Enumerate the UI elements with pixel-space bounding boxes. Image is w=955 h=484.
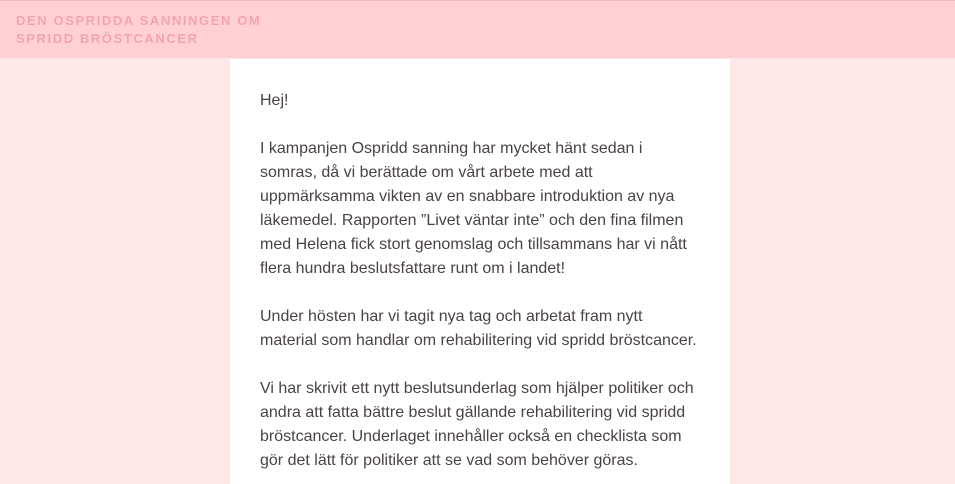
email-header — [0, 0, 955, 58]
email-body — [230, 59, 730, 484]
paragraph-decision-basis: Vi har skrivit ett nytt beslutsunderlag som hjälper politiker och andra att fatta bättre beslut gällande rehabilitering vid spridd bröstcancer. Underlaget innehåller också en checklista som gör det lätt för politiker att se vad som behöver göras. — [260, 380, 694, 469]
greeting: Hej! — [260, 92, 289, 109]
campaign-title-line-1: DEN OSPRIDDA SANNINGEN OM — [16, 13, 262, 28]
campaign-title-line-2: SPRIDD BRÖSTCANCER — [16, 31, 199, 46]
campaign-title — [16, 12, 316, 48]
paragraph-campaign-update: I kampanjen Ospridd sanning har mycket hänt sedan i somras, då vi berättade om vårt arbete med att uppmärksamma vikten av en snabbare introduktion av nya läkemedel. Rapporten ”Livet väntar inte” och den fina filmen med Helena fick stort genomslag och tillsammans har vi nått flera hundra beslutsfattare runt om i landet! — [260, 140, 687, 277]
paragraph-autumn-work: Under hösten har vi tagit nya tag och arbetat fram nytt material som handlar om rehabilitering vid spridd bröstcancer. — [260, 308, 697, 349]
